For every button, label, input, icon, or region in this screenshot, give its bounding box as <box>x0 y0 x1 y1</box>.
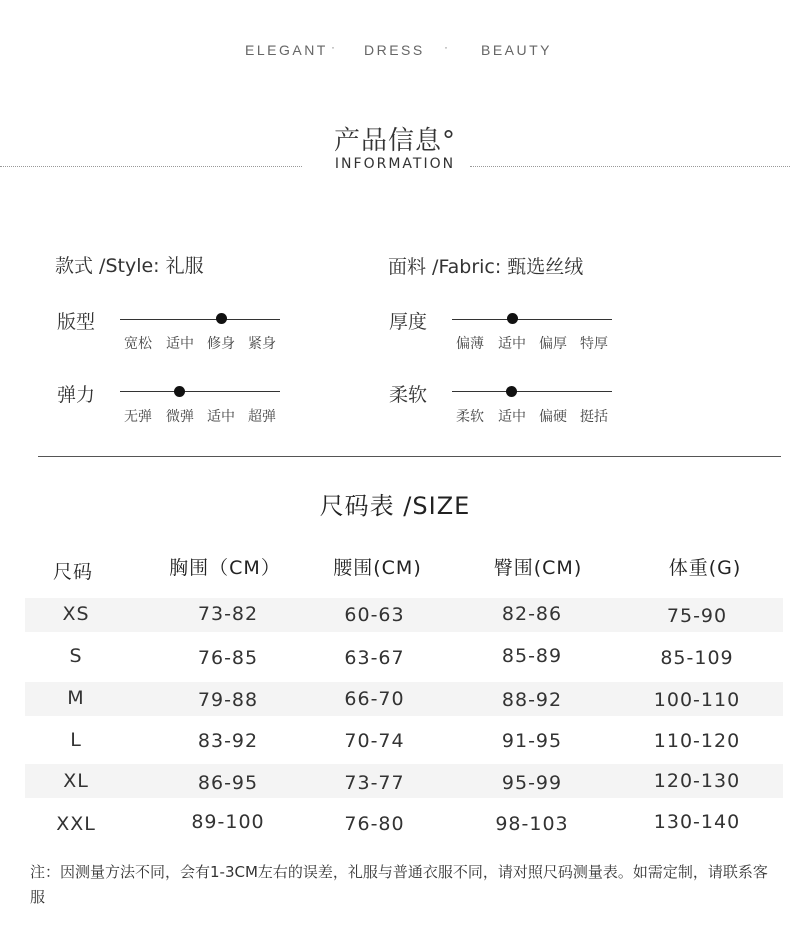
size-chart-title: 尺码表 /SIZE <box>319 492 471 520</box>
elasticity-option: 微弹 <box>166 409 194 425</box>
softness-indicator <box>506 386 517 397</box>
thickness-option: 特厚 <box>580 336 608 352</box>
dotted-divider-right <box>470 166 790 167</box>
elasticity-option: 超弹 <box>248 409 276 425</box>
table-cell-hip: 95-99 <box>501 772 563 794</box>
tagline-separator: · <box>331 40 338 54</box>
thickness-option: 偏薄 <box>456 336 484 352</box>
table-header-waist: 腰围(CM) <box>333 557 422 579</box>
brand-tagline <box>0 42 790 62</box>
softness-option: 挺括 <box>580 409 608 425</box>
table-cell-weight: 130-140 <box>653 811 741 833</box>
table-header-size: 尺码 <box>52 561 93 583</box>
thickness-option: 偏厚 <box>539 336 567 352</box>
elasticity-option: 无弹 <box>124 409 152 425</box>
table-header-weight: 体重(G) <box>668 557 742 579</box>
fit-option: 紧身 <box>248 336 276 352</box>
thickness-indicator <box>507 313 518 324</box>
fabric-info: 面料 /Fabric: 甄选丝绒 <box>388 256 584 278</box>
table-cell-weight: 110-120 <box>653 730 741 752</box>
thickness-option: 适中 <box>498 336 526 352</box>
table-cell-weight: 85-109 <box>660 647 734 669</box>
table-header-bust: 胸围（CM） <box>169 557 281 579</box>
tagline-dress: DRESS <box>364 42 425 58</box>
table-cell-hip: 98-103 <box>495 813 569 835</box>
table-cell-waist: 63-67 <box>344 647 405 669</box>
table-cell-waist: 66-70 <box>344 688 405 710</box>
table-cell-size: M <box>67 687 85 709</box>
softness-option: 柔软 <box>456 409 484 425</box>
elasticity-scale <box>120 391 280 392</box>
fit-indicator <box>216 313 227 324</box>
fit-scale <box>120 319 280 320</box>
elasticity-option: 适中 <box>207 409 235 425</box>
fit-label: 版型 <box>57 311 96 333</box>
table-cell-weight: 100-110 <box>653 689 741 711</box>
tagline-separator: · <box>444 40 451 54</box>
thickness-label: 厚度 <box>389 311 428 333</box>
table-cell-bust: 89-100 <box>191 811 265 833</box>
info-title: 产品信息° <box>333 126 456 156</box>
measurement-note: 注：因测量方法不同，会有1-3CM左右的误差，礼服与普通衣服不同，请对照尺码测量表。如需定制，请联系客服 <box>30 863 768 906</box>
tagline-beauty: BEAUTY <box>481 42 553 58</box>
table-cell-waist: 60-63 <box>344 604 405 626</box>
softness-label: 柔软 <box>389 384 428 406</box>
softness-option: 适中 <box>498 409 526 425</box>
table-cell-size: XXL <box>56 813 96 835</box>
table-cell-waist: 73-77 <box>344 772 405 794</box>
table-cell-waist: 76-80 <box>344 813 405 835</box>
table-cell-bust: 86-95 <box>197 772 259 794</box>
softness-option: 偏硬 <box>539 409 567 425</box>
tagline-elegant: ELEGANT <box>245 42 328 58</box>
style-info: 款式 /Style: 礼服 <box>55 255 204 277</box>
elasticity-label: 弹力 <box>57 384 96 406</box>
fit-option: 修身 <box>207 336 235 352</box>
section-divider <box>38 456 781 457</box>
table-cell-weight: 75-90 <box>666 605 728 627</box>
table-cell-bust: 79-88 <box>197 689 259 711</box>
table-header-hip: 臀围(CM) <box>493 557 583 579</box>
table-cell-waist: 70-74 <box>344 730 405 752</box>
elasticity-indicator <box>174 386 185 397</box>
fit-option: 适中 <box>166 336 194 352</box>
table-cell-size: L <box>70 729 82 751</box>
table-cell-hip: 85-89 <box>501 645 563 667</box>
table-cell-hip: 88-92 <box>501 689 563 711</box>
table-cell-bust: 83-92 <box>197 730 259 752</box>
table-cell-bust: 73-82 <box>197 603 259 625</box>
table-cell-hip: 82-86 <box>501 603 563 625</box>
fit-option: 宽松 <box>124 336 152 352</box>
thickness-scale <box>452 319 612 320</box>
info-subtitle: INFORMATION <box>334 156 456 172</box>
table-cell-size: XL <box>63 770 89 792</box>
table-cell-bust: 76-85 <box>197 647 259 669</box>
table-cell-weight: 120-130 <box>653 770 741 792</box>
softness-scale <box>452 391 612 392</box>
table-cell-hip: 91-95 <box>501 730 563 752</box>
table-cell-size: S <box>69 645 83 667</box>
table-cell-size: XS <box>62 603 90 625</box>
